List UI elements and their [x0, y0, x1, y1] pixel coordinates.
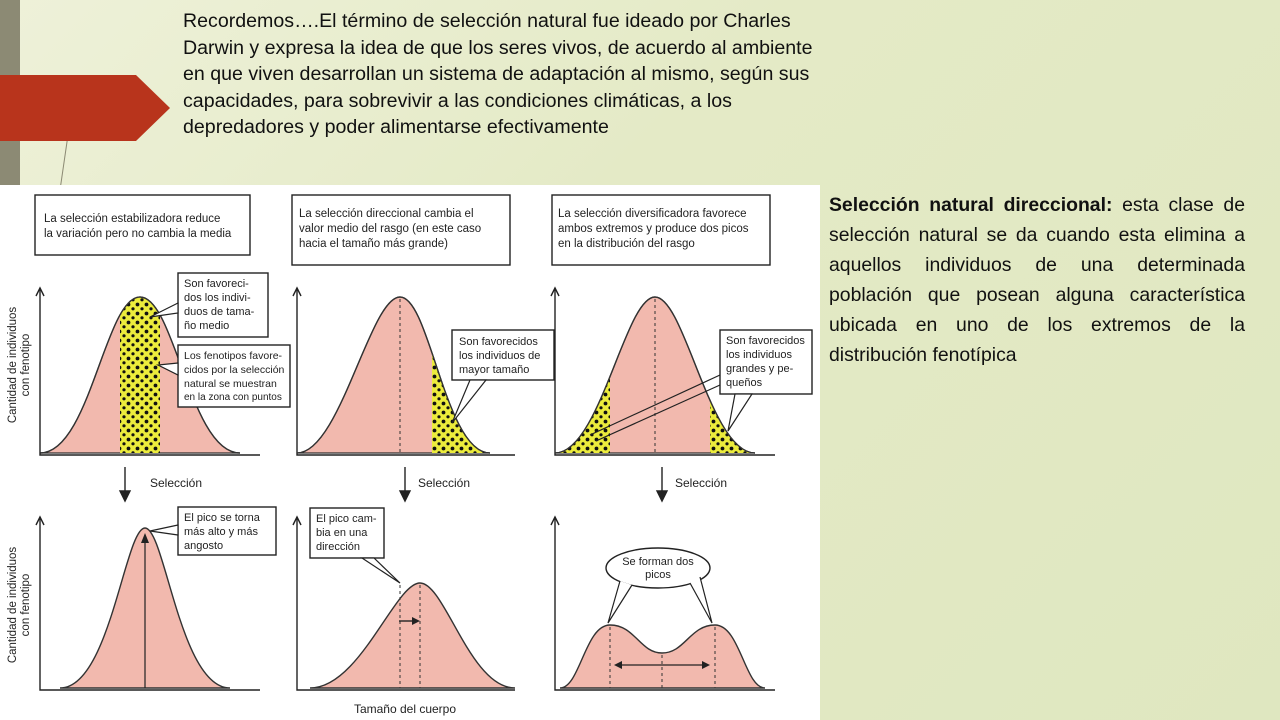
selection-label-2: Selección — [418, 476, 471, 490]
callout-dotted-line-2: cidos por la selección — [184, 364, 285, 376]
selection-diagram — [0, 185, 820, 720]
callout-dotted-zone — [158, 345, 290, 407]
selection-arrows — [120, 467, 667, 501]
directional-selection-description — [829, 190, 1245, 370]
callout-larger-line-2: los individuos de — [459, 350, 541, 362]
stabilizing-header-line-1: La selección estabilizadora reduce — [44, 213, 221, 225]
stabilizing-header — [35, 195, 250, 255]
diversifying-bottom-curve — [560, 625, 765, 688]
intro-paragraph: Recordemos….El término de selección natural fue ideado por Charles Darwin y expresa la idea de que los seres vivos, de acuerdo al ambiente en que viven desarrollan un sistema de adaptación al mismo, según sus capacidades, para sobrevivir a las condiciones climáticas, a los depredadores y poder alimentarse efectivamente — [183, 10, 813, 138]
x-axis-label: Tamaño del cuerpo — [353, 702, 457, 716]
callout-medium-size — [150, 273, 268, 337]
selection-types-figure — [0, 185, 820, 720]
directional-header-line-3: hacia el tamaño más grande) — [299, 238, 448, 250]
diversifying-header-line-1: La selección diversificadora favorece — [558, 208, 747, 220]
callout-peaks-line-2: picos — [645, 569, 671, 581]
callout-taller-line-1: El pico se torna — [184, 512, 260, 524]
callout-extremes-line-4: queños — [726, 377, 763, 389]
callout-larger-line-1: Son favorecidos — [459, 336, 538, 348]
callout-two-peaks — [606, 548, 712, 623]
callout-peak-shift — [310, 508, 400, 583]
callout-larger-size — [452, 330, 554, 423]
callout-medium-line-4: ño medio — [184, 320, 230, 332]
selection-label-1: Selección — [150, 476, 203, 490]
callout-taller-line-2: más alto y más — [184, 526, 258, 538]
callout-shift-line-3: dirección — [316, 541, 361, 553]
description-body: esta clase de selección natural se da cuando esta elimina a aquellos individuos de una determinada población que posean alguna característica ubicada en uno de los extremos de la distribución fenotípica — [829, 194, 1245, 366]
diversifying-header — [552, 195, 770, 265]
callout-taller-line-3: angosto — [184, 540, 224, 552]
stabilizing-header-line-2: la variación pero no cambia la media — [44, 228, 232, 240]
y-axis-label-top-line-2: con fenotipo — [20, 333, 32, 397]
y-axis-label-bottom-line-2: con fenotipo — [20, 573, 32, 637]
directional-header — [292, 195, 510, 265]
callout-medium-line-3: duos de tama- — [184, 306, 255, 318]
directional-bottom-curve — [310, 583, 515, 688]
accent-arrow-shape — [0, 75, 170, 141]
directional-header-line-1: La selección direccional cambia el — [299, 208, 474, 220]
callout-dotted-line-3: natural se muestran — [184, 378, 277, 390]
diversifying-header-line-2: ambos extremos y produce dos picos — [558, 223, 749, 235]
callout-medium-line-2: dos los indivi- — [184, 292, 251, 304]
callout-dotted-line-4: en la zona con puntos — [184, 392, 282, 403]
callout-peaks-line-1: Se forman dos — [622, 556, 694, 568]
directional-header-line-2: valor medio del rasgo (en este caso — [299, 223, 482, 235]
callout-shift-line-2: bia en una — [316, 527, 368, 539]
callout-larger-line-3: mayor tamaño — [459, 364, 530, 376]
callout-extremes-line-2: los individuos — [726, 349, 793, 361]
callout-shift-line-1: El pico cam- — [316, 513, 377, 525]
callout-taller-peak — [150, 507, 276, 555]
description-title: Selección natural direccional: — [829, 194, 1113, 216]
callout-extremes-line-3: grandes y pe- — [726, 363, 794, 375]
callout-extremes-line-1: Son favorecidos — [726, 335, 805, 347]
y-axis-label-bottom-line-1: Cantidad de individuos — [7, 546, 19, 664]
callout-medium-line-1: Son favoreci- — [184, 278, 249, 290]
y-axis-label-top-line-1: Cantidad de individuos — [7, 306, 19, 424]
callout-dotted-line-1: Los fenotipos favore- — [184, 350, 283, 362]
diversifying-header-line-3: en la distribución del rasgo — [558, 238, 695, 250]
selection-label-3: Selección — [675, 476, 728, 490]
